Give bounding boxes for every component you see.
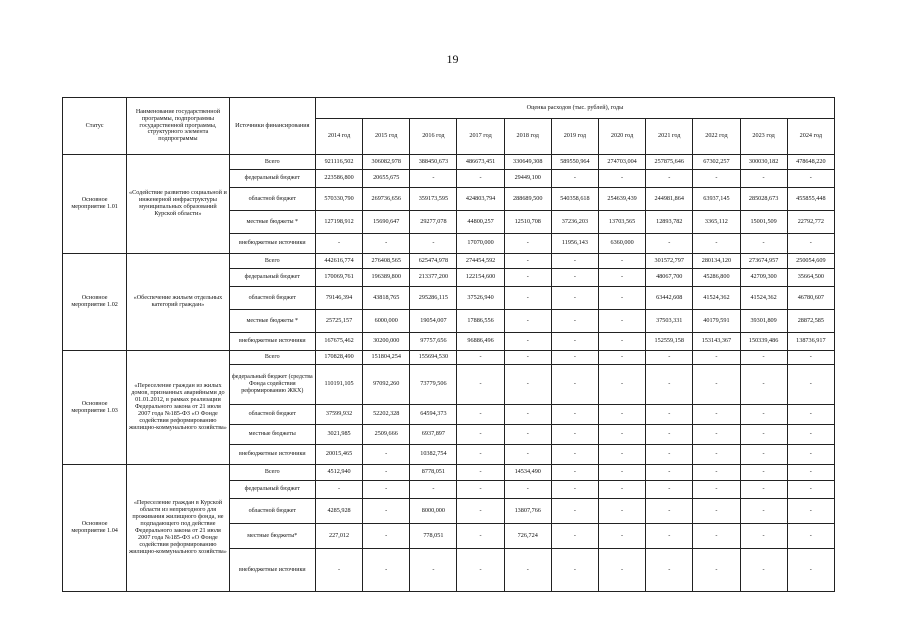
value-cell: -	[646, 170, 693, 188]
value-cell: 64594,373	[410, 405, 457, 425]
value-cell: -	[693, 499, 740, 524]
value-cell: 223586,800	[315, 170, 362, 188]
value-cell: 295286,115	[410, 287, 457, 310]
value-cell: -	[787, 549, 834, 592]
value-cell: 269736,656	[363, 188, 410, 211]
value-cell: 35664,500	[787, 269, 834, 287]
value-cell: -	[787, 481, 834, 499]
value-cell: 45286,800	[693, 269, 740, 287]
value-cell: 213377,200	[410, 269, 457, 287]
value-cell: -	[551, 524, 598, 549]
value-cell: 486673,451	[457, 155, 504, 170]
value-cell: 540358,618	[551, 188, 598, 211]
value-cell: -	[457, 524, 504, 549]
value-cell: -	[646, 351, 693, 365]
value-cell: -	[457, 405, 504, 425]
value-cell: 97092,260	[363, 365, 410, 405]
value-cell: 625474,978	[410, 254, 457, 269]
program-name-cell: «Обеспечение жильем отдельных категорий граждан»	[127, 254, 229, 351]
value-cell: 17070,000	[457, 234, 504, 254]
value-cell: -	[504, 405, 551, 425]
value-cell: 25725,157	[315, 310, 362, 333]
value-cell: 273674,957	[740, 254, 787, 269]
value-cell: -	[693, 481, 740, 499]
value-cell: 778,051	[410, 524, 457, 549]
value-cell: -	[315, 234, 362, 254]
value-cell: 589550,964	[551, 155, 598, 170]
value-cell: 20015,465	[315, 445, 362, 465]
value-cell: 6000,000	[363, 310, 410, 333]
value-cell: -	[457, 425, 504, 445]
value-cell: -	[646, 481, 693, 499]
value-cell: 19054,007	[410, 310, 457, 333]
value-cell: -	[787, 234, 834, 254]
value-cell: 280134,120	[693, 254, 740, 269]
value-cell: 330649,308	[504, 155, 551, 170]
value-cell: -	[787, 405, 834, 425]
value-cell: 455855,448	[787, 188, 834, 211]
value-cell: 15690,647	[363, 211, 410, 234]
value-cell: -	[504, 310, 551, 333]
value-cell: 20655,675	[363, 170, 410, 188]
value-cell: -	[457, 445, 504, 465]
value-cell: 167675,462	[315, 333, 362, 351]
value-cell: 478648,220	[787, 155, 834, 170]
value-cell: -	[787, 524, 834, 549]
value-cell: -	[363, 465, 410, 481]
value-cell: 570330,790	[315, 188, 362, 211]
value-cell: 151804,254	[363, 351, 410, 365]
header-year: 2020 год	[598, 119, 645, 155]
value-cell: 6360,000	[598, 234, 645, 254]
value-cell: 15001,509	[740, 211, 787, 234]
header-name: Наименование государственной программы, подпрограммы государственной программы, структурного элемента подпрограммы	[127, 98, 229, 155]
status-cell: Основное мероприятие 1.03	[63, 351, 127, 465]
value-cell: 8778,051	[410, 465, 457, 481]
header-year: 2014 год	[315, 119, 362, 155]
value-cell: 388450,673	[410, 155, 457, 170]
value-cell: -	[504, 549, 551, 592]
value-cell: 73779,506	[410, 365, 457, 405]
value-cell: -	[787, 445, 834, 465]
value-cell: 274454,592	[457, 254, 504, 269]
value-cell: -	[551, 405, 598, 425]
value-cell: -	[551, 310, 598, 333]
source-cell: Всего	[229, 465, 315, 481]
value-cell: -	[315, 481, 362, 499]
value-cell: 10382,754	[410, 445, 457, 465]
value-cell: -	[504, 333, 551, 351]
value-cell: -	[504, 234, 551, 254]
value-cell: 42709,300	[740, 269, 787, 287]
source-cell: областной бюджет	[229, 287, 315, 310]
value-cell: -	[457, 465, 504, 481]
value-cell: -	[457, 351, 504, 365]
value-cell: -	[787, 425, 834, 445]
value-cell: -	[598, 287, 645, 310]
value-cell: 63442,608	[646, 287, 693, 310]
value-cell: -	[551, 365, 598, 405]
value-cell: 196389,800	[363, 269, 410, 287]
value-cell: -	[504, 481, 551, 499]
value-cell: -	[504, 425, 551, 445]
value-cell: -	[693, 405, 740, 425]
value-cell: 37236,203	[551, 211, 598, 234]
source-cell: Всего	[229, 254, 315, 269]
value-cell: -	[504, 254, 551, 269]
value-cell: 17886,556	[457, 310, 504, 333]
value-cell: -	[551, 445, 598, 465]
value-cell: -	[551, 465, 598, 481]
value-cell: 97757,656	[410, 333, 457, 351]
value-cell: 37526,940	[457, 287, 504, 310]
source-cell: местные бюджеты *	[229, 211, 315, 234]
program-name-cell: «Переселение граждан из жилых домов, признанных аварийными до 01.01.2012, в рамках реализации Федерального закона от 21 июля 2007 года №185-ФЗ «О Фонде содействия реформированию жилищно-коммунального хозяйства»	[127, 351, 229, 465]
value-cell: -	[598, 365, 645, 405]
value-cell: -	[646, 465, 693, 481]
value-cell: 63937,145	[693, 188, 740, 211]
header-year: 2017 год	[457, 119, 504, 155]
value-cell: 227,012	[315, 524, 362, 549]
value-cell: -	[646, 549, 693, 592]
value-cell: -	[646, 425, 693, 445]
value-cell: -	[457, 499, 504, 524]
value-cell: 41524,362	[740, 287, 787, 310]
value-cell: 244981,864	[646, 188, 693, 211]
value-cell: -	[457, 481, 504, 499]
value-cell: -	[410, 234, 457, 254]
header-year: 2016 год	[410, 119, 457, 155]
source-cell: местные бюджеты*	[229, 524, 315, 549]
value-cell: -	[693, 549, 740, 592]
value-cell: 79146,394	[315, 287, 362, 310]
value-cell: 254639,439	[598, 188, 645, 211]
value-cell: 276408,565	[363, 254, 410, 269]
value-cell: 442616,774	[315, 254, 362, 269]
value-cell: -	[457, 549, 504, 592]
status-cell: Основное мероприятие 1.02	[63, 254, 127, 351]
value-cell: 96886,496	[457, 333, 504, 351]
value-cell: -	[551, 425, 598, 445]
program-name-cell: «Переселение граждан в Курской области из непригодного для проживания жилищного фонда, не подпадающего под действие Федерального закона от 21 июля 2007 года №185-ФЗ «О Фонде содействия реформированию жилищно-коммунального хозяйства»	[127, 465, 229, 592]
value-cell: 67302,257	[693, 155, 740, 170]
value-cell: -	[598, 254, 645, 269]
value-cell: -	[598, 405, 645, 425]
value-cell: 300030,182	[740, 155, 787, 170]
value-cell: 11956,143	[551, 234, 598, 254]
source-cell: областной бюджет	[229, 499, 315, 524]
value-cell: -	[740, 425, 787, 445]
value-cell: 359173,595	[410, 188, 457, 211]
value-cell: -	[598, 481, 645, 499]
value-cell: -	[598, 465, 645, 481]
value-cell: -	[740, 549, 787, 592]
header-year: 2021 год	[646, 119, 693, 155]
value-cell: -	[740, 234, 787, 254]
value-cell: 41524,362	[693, 287, 740, 310]
value-cell: -	[787, 499, 834, 524]
value-cell: 2509,666	[363, 425, 410, 445]
value-cell: 150339,486	[740, 333, 787, 351]
value-cell: -	[504, 445, 551, 465]
value-cell: 306082,978	[363, 155, 410, 170]
value-cell: -	[693, 234, 740, 254]
value-cell: -	[693, 465, 740, 481]
value-cell: 29449,100	[504, 170, 551, 188]
source-cell: федеральный бюджет	[229, 170, 315, 188]
value-cell: -	[740, 499, 787, 524]
value-cell: 39301,809	[740, 310, 787, 333]
header-status: Статус	[63, 98, 127, 155]
value-cell: 257875,646	[646, 155, 693, 170]
header-year: 2015 год	[363, 119, 410, 155]
value-cell: -	[551, 170, 598, 188]
value-cell: 29277,078	[410, 211, 457, 234]
source-cell: внебюджетные источники	[229, 549, 315, 592]
value-cell: 127198,912	[315, 211, 362, 234]
value-cell: -	[457, 170, 504, 188]
value-cell: 8000,000	[410, 499, 457, 524]
source-cell: федеральный бюджет	[229, 481, 315, 499]
budget-table	[62, 97, 835, 592]
header-year: 2022 год	[693, 119, 740, 155]
value-cell: 110191,105	[315, 365, 362, 405]
value-cell: -	[693, 445, 740, 465]
source-cell: внебюджетные источники	[229, 333, 315, 351]
value-cell: -	[598, 170, 645, 188]
value-cell: 12893,782	[646, 211, 693, 234]
value-cell: -	[646, 365, 693, 405]
value-cell: -	[504, 269, 551, 287]
value-cell: -	[363, 549, 410, 592]
program-name-cell: «Содействие развитию социальной и инженерной инфраструктуры муниципальных образований Курской области»	[127, 155, 229, 254]
header-year: 2019 год	[551, 119, 598, 155]
value-cell: -	[787, 170, 834, 188]
value-cell: -	[646, 405, 693, 425]
value-cell: 46780,607	[787, 287, 834, 310]
value-cell: 4512,940	[315, 465, 362, 481]
value-cell: -	[363, 499, 410, 524]
value-cell: -	[551, 287, 598, 310]
value-cell: -	[504, 351, 551, 365]
header-year: 2023 год	[740, 119, 787, 155]
value-cell: -	[740, 170, 787, 188]
value-cell: 43818,765	[363, 287, 410, 310]
value-cell: -	[410, 170, 457, 188]
value-cell: -	[787, 351, 834, 365]
value-cell: -	[504, 287, 551, 310]
value-cell: 152559,158	[646, 333, 693, 351]
source-cell: федеральный бюджет	[229, 269, 315, 287]
value-cell: 22792,772	[787, 211, 834, 234]
value-cell: 13807,766	[504, 499, 551, 524]
value-cell: 250054,609	[787, 254, 834, 269]
value-cell: 37503,331	[646, 310, 693, 333]
value-cell: -	[598, 445, 645, 465]
value-cell: -	[363, 234, 410, 254]
value-cell: -	[363, 524, 410, 549]
table-row	[63, 351, 835, 365]
value-cell: -	[598, 499, 645, 524]
page-number: 19	[446, 52, 459, 66]
value-cell: -	[646, 445, 693, 465]
value-cell: 14534,490	[504, 465, 551, 481]
value-cell: -	[598, 549, 645, 592]
value-cell: 52202,328	[363, 405, 410, 425]
source-cell: местные бюджеты *	[229, 310, 315, 333]
value-cell: -	[693, 425, 740, 445]
value-cell: 44800,257	[457, 211, 504, 234]
value-cell: 288689,500	[504, 188, 551, 211]
value-cell: 921116,502	[315, 155, 362, 170]
source-cell: местные бюджеты	[229, 425, 315, 445]
value-cell: 122154,600	[457, 269, 504, 287]
value-cell: -	[598, 524, 645, 549]
value-cell: -	[551, 254, 598, 269]
status-cell: Основное мероприятие 1.01	[63, 155, 127, 254]
value-cell: -	[551, 549, 598, 592]
source-cell: внебюджетные источники	[229, 234, 315, 254]
value-cell: -	[598, 310, 645, 333]
value-cell: -	[598, 351, 645, 365]
source-cell: областной бюджет	[229, 188, 315, 211]
value-cell: 274703,004	[598, 155, 645, 170]
header-sources: Источники финансирования	[229, 98, 315, 155]
value-cell: -	[787, 365, 834, 405]
value-cell: -	[598, 269, 645, 287]
value-cell: -	[646, 524, 693, 549]
value-cell: -	[740, 365, 787, 405]
value-cell: -	[646, 499, 693, 524]
header-estimate: Оценка расходов (тыс. рублей), годы	[315, 98, 834, 119]
value-cell: -	[598, 333, 645, 351]
value-cell: -	[315, 549, 362, 592]
value-cell: 155694,530	[410, 351, 457, 365]
value-cell: -	[693, 365, 740, 405]
value-cell: 40179,591	[693, 310, 740, 333]
source-cell: областной бюджет	[229, 405, 315, 425]
value-cell: -	[740, 465, 787, 481]
value-cell: 153143,367	[693, 333, 740, 351]
value-cell: -	[410, 481, 457, 499]
value-cell: 28872,585	[787, 310, 834, 333]
value-cell: 12510,708	[504, 211, 551, 234]
value-cell: -	[504, 365, 551, 405]
value-cell: -	[598, 425, 645, 445]
value-cell: -	[646, 234, 693, 254]
value-cell: -	[787, 465, 834, 481]
value-cell: 138736,917	[787, 333, 834, 351]
status-cell: Основное мероприятие 1.04	[63, 465, 127, 592]
value-cell: -	[740, 481, 787, 499]
source-cell: Всего	[229, 155, 315, 170]
value-cell: -	[551, 481, 598, 499]
header-year: 2024 год	[787, 119, 834, 155]
source-cell: внебюджетные источники	[229, 445, 315, 465]
table-row	[63, 155, 835, 170]
table-row	[63, 254, 835, 269]
value-cell: -	[693, 351, 740, 365]
value-cell: 285028,673	[740, 188, 787, 211]
value-cell: -	[740, 351, 787, 365]
value-cell: 37599,932	[315, 405, 362, 425]
value-cell: -	[410, 549, 457, 592]
value-cell: 48067,700	[646, 269, 693, 287]
source-cell: федеральный бюджет (средства Фонда содействия реформированию ЖКХ)	[229, 365, 315, 405]
value-cell: -	[363, 445, 410, 465]
value-cell: 13703,565	[598, 211, 645, 234]
value-cell: -	[740, 445, 787, 465]
value-cell: -	[693, 524, 740, 549]
value-cell: 6937,897	[410, 425, 457, 445]
header-year: 2018 год	[504, 119, 551, 155]
value-cell: 301572,797	[646, 254, 693, 269]
table-row	[63, 465, 835, 481]
value-cell: -	[363, 481, 410, 499]
value-cell: -	[551, 269, 598, 287]
source-cell: Всего	[229, 351, 315, 365]
value-cell: -	[693, 170, 740, 188]
value-cell: 3021,985	[315, 425, 362, 445]
value-cell: 30200,000	[363, 333, 410, 351]
value-cell: 170828,490	[315, 351, 362, 365]
value-cell: -	[551, 499, 598, 524]
value-cell: 3365,112	[693, 211, 740, 234]
value-cell: -	[457, 365, 504, 405]
value-cell: 424803,794	[457, 188, 504, 211]
budget-body	[63, 155, 835, 592]
value-cell: -	[551, 333, 598, 351]
value-cell: 726,724	[504, 524, 551, 549]
value-cell: -	[740, 524, 787, 549]
value-cell: 170069,761	[315, 269, 362, 287]
value-cell: -	[551, 351, 598, 365]
value-cell: 4285,928	[315, 499, 362, 524]
value-cell: -	[740, 405, 787, 425]
